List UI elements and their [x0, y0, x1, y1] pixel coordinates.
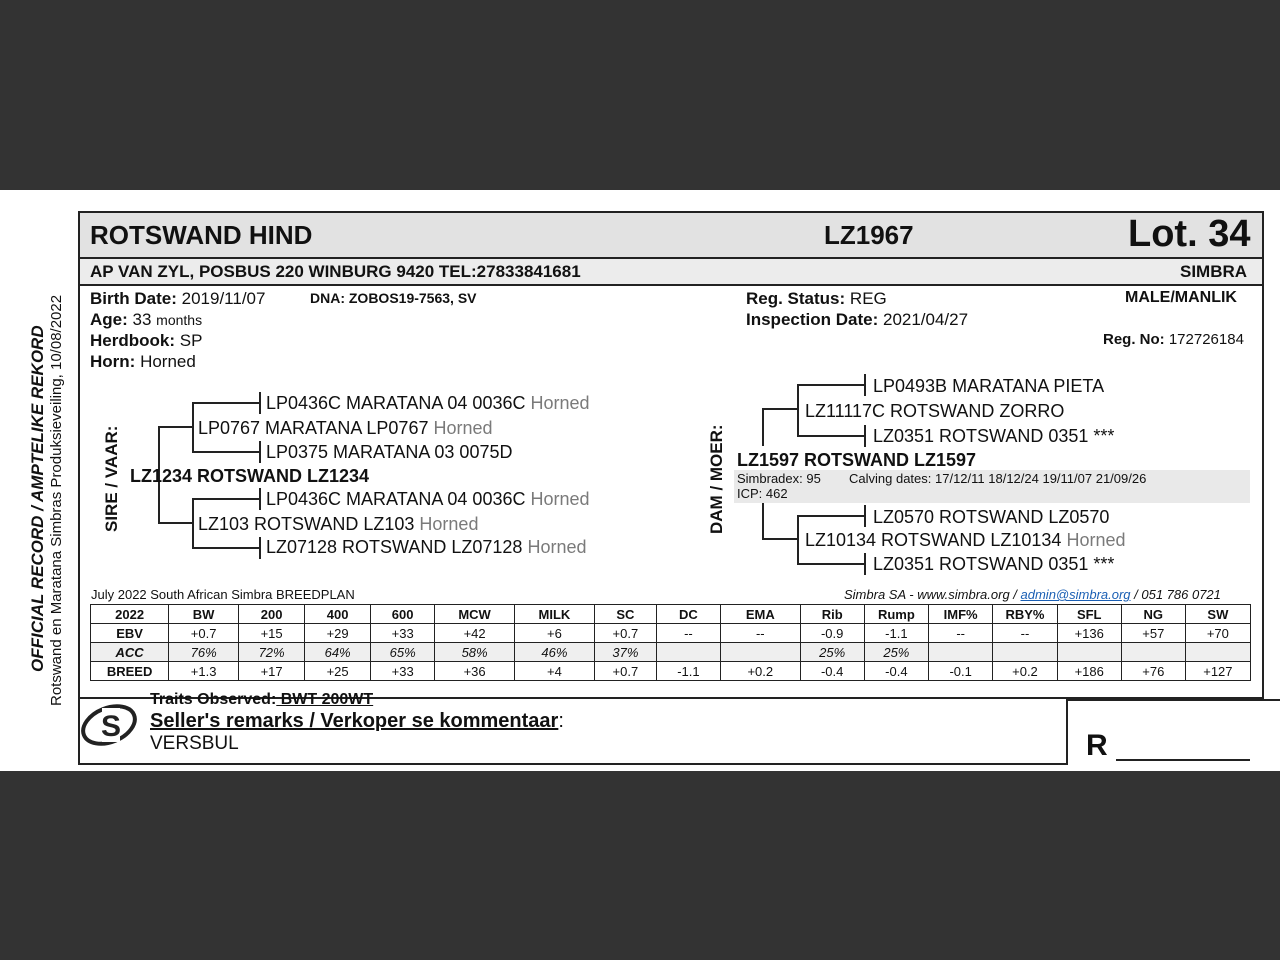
dam-sd-tick — [864, 425, 866, 447]
sire-dd-tick — [259, 537, 261, 559]
calving-dates: Calving dates: 17/12/11 18/12/24 19/11/07 21/09/26 — [849, 471, 1147, 486]
dam-dam-sire: LZ0570 ROTSWAND LZ0570 — [873, 507, 1110, 527]
sire-dd-line — [192, 547, 260, 549]
sire-sd-line — [192, 451, 260, 453]
sire-ds-line — [192, 498, 260, 500]
ebv-cell: +33 — [371, 624, 435, 643]
ebv-cell — [1057, 643, 1121, 662]
ebv-cell: +186 — [1057, 662, 1121, 681]
sire-s-bracket — [192, 402, 194, 452]
ebv-header-1: BW — [169, 605, 239, 624]
birth-date: Birth Date: 2019/11/07 — [90, 289, 266, 308]
ebv-cell: +17 — [239, 662, 305, 681]
ebv-header-6: MILK — [515, 605, 595, 624]
ebv-header-14: SFL — [1057, 605, 1121, 624]
dam-s-bracket — [797, 384, 799, 436]
lot-number: Lot. 34 — [1128, 213, 1251, 255]
dam-sire: LZ11117C ROTSWAND ZORRO — [805, 401, 1065, 421]
ebv-header-11: Rump — [864, 605, 928, 624]
sex-label: MALE/MANLIK — [1125, 289, 1237, 306]
animal-id: LZ1967 — [824, 220, 914, 250]
remarks-label: Seller's remarks / Verkoper se kommentaar: — [150, 710, 564, 732]
dam-ds-tick — [864, 505, 866, 527]
ebv-cell: +0.7 — [594, 662, 656, 681]
ebv-header-7: SC — [594, 605, 656, 624]
ebv-header-8: DC — [656, 605, 720, 624]
ebv-cell: -- — [993, 624, 1057, 643]
ebv-cell: ACC — [91, 643, 169, 662]
ebv-header-2: 200 — [239, 605, 305, 624]
ebv-header-4: 600 — [371, 605, 435, 624]
remarks-value: VERSBUL — [150, 733, 239, 754]
ebv-cell: +76 — [1121, 662, 1185, 681]
ebv-cell: -0.1 — [929, 662, 993, 681]
simbradex: Simbradex: 95 — [737, 471, 821, 486]
ebv-cell: +70 — [1185, 624, 1250, 643]
ebv-cell: -- — [656, 624, 720, 643]
ebv-cell: 65% — [371, 643, 435, 662]
sire-sire-dam: LP0375 MARATANA 03 0075D — [266, 442, 513, 462]
ebv-cell: +42 — [435, 624, 515, 643]
sire-ds-tick — [259, 488, 261, 510]
sire-bracket-top — [158, 426, 192, 428]
price-input-line[interactable] — [1116, 759, 1250, 761]
ebv-header-16: SW — [1185, 605, 1250, 624]
ebv-cell: -0.9 — [800, 624, 864, 643]
ebv-cell: 46% — [515, 643, 595, 662]
breedplan-contact: Simbra SA - www.simbra.org / admin@simbra.org / 051 786 0721 — [844, 587, 1221, 602]
ebv-cell: +4 — [515, 662, 595, 681]
ebv-cell: +136 — [1057, 624, 1121, 643]
ebv-cell: 72% — [239, 643, 305, 662]
ebv-cell: +1.3 — [169, 662, 239, 681]
ebv-header-3: 400 — [305, 605, 371, 624]
ebv-row — [91, 662, 1251, 681]
traits-observed: Traits Observed: BWT 200WT — [150, 691, 374, 708]
sire-sire-sire: LP0436C MARATANA 04 0036C Horned — [266, 393, 590, 413]
ebv-header-12: IMF% — [929, 605, 993, 624]
ebv-cell: BREED — [91, 662, 169, 681]
inspection-date: Inspection Date: 2021/04/27 — [746, 310, 969, 329]
ebv-cell: +33 — [371, 662, 435, 681]
ebv-cell: 25% — [864, 643, 928, 662]
ebv-row — [91, 624, 1251, 643]
dam-dd-line — [797, 563, 865, 565]
dam-label: DAM / MOER: — [707, 424, 726, 534]
dam-sd-line — [797, 435, 865, 437]
horn-status: Horn: Horned — [90, 352, 196, 371]
dam-d-bracket — [797, 515, 799, 565]
ebv-cell — [929, 643, 993, 662]
ebv-cell: -1.1 — [864, 624, 928, 643]
ebv-header-5: MCW — [435, 605, 515, 624]
ebv-cell — [1185, 643, 1250, 662]
ebv-cell — [1121, 643, 1185, 662]
ebv-table — [90, 604, 1251, 681]
ebv-cell: 76% — [169, 643, 239, 662]
price-prefix: R — [1086, 729, 1108, 762]
registration-number: Reg. No: 172726184 — [1103, 331, 1244, 348]
dam-ss-line — [797, 384, 865, 386]
sire-sd-tick — [259, 441, 261, 463]
dna-info: DNA: ZOBOS19-7563, SV — [310, 290, 477, 306]
simbra-logo-icon — [78, 698, 144, 750]
ebv-cell: EBV — [91, 624, 169, 643]
ebv-cell: +0.2 — [993, 662, 1057, 681]
ebv-cell — [720, 643, 800, 662]
official-record-label: OFFICIAL RECORD / AMPTELIKE REKORD — [28, 325, 47, 672]
ebv-cell: +29 — [305, 624, 371, 643]
ebv-header-0: 2022 — [91, 605, 169, 624]
dam-sire-dam: LZ0351 ROTSWAND 0351 *** — [873, 426, 1115, 446]
sire-d-bracket — [192, 498, 194, 548]
sire-dam-sire: LP0436C MARATANA 04 0036C Horned — [266, 489, 590, 509]
ebv-header-13: RBY% — [993, 605, 1057, 624]
dam-dam-dam: LZ0351 ROTSWAND 0351 *** — [873, 554, 1115, 574]
ebv-cell: +6 — [515, 624, 595, 643]
sire-dam: LZ103 ROTSWAND LZ103 Horned — [198, 514, 479, 534]
ebv-header-9: EMA — [720, 605, 800, 624]
ebv-cell: -0.4 — [864, 662, 928, 681]
ebv-cell — [656, 643, 720, 662]
herdbook: Herdbook: SP — [90, 331, 203, 350]
ebv-cell: 25% — [800, 643, 864, 662]
ebv-header-10: Rib — [800, 605, 864, 624]
ebv-cell: +0.2 — [720, 662, 800, 681]
ebv-cell — [993, 643, 1057, 662]
dam-s-line — [762, 408, 798, 410]
dam-d-line — [762, 538, 798, 540]
ebv-cell: -- — [720, 624, 800, 643]
sale-name-label: Rotswand en Maratana Simbras Produksieveiling, 10/08/2022 — [48, 294, 65, 706]
ebv-cell: 64% — [305, 643, 371, 662]
breed-label: SIMBRA — [1180, 262, 1248, 281]
dam-dd-tick — [864, 553, 866, 575]
sire-sire: LP0767 MARATANA LP0767 Horned — [198, 418, 493, 438]
breedplan-label: July 2022 South African Simbra BREEDPLAN — [91, 587, 355, 602]
ebv-cell: -0.4 — [800, 662, 864, 681]
icp: ICP: 462 — [737, 486, 788, 501]
ebv-cell: +36 — [435, 662, 515, 681]
ebv-cell: +0.7 — [594, 624, 656, 643]
ebv-row — [91, 643, 1251, 662]
ebv-cell: -- — [929, 624, 993, 643]
ebv-cell: +0.7 — [169, 624, 239, 643]
ebv-header-15: NG — [1121, 605, 1185, 624]
ebv-cell: -1.1 — [656, 662, 720, 681]
ebv-cell: +127 — [1185, 662, 1250, 681]
svg-text:S: S — [100, 710, 122, 743]
sire-ss-line — [192, 402, 260, 404]
dam-lower-bracket — [762, 503, 764, 539]
ebv-cell: 37% — [594, 643, 656, 662]
ebv-cell: +25 — [305, 662, 371, 681]
sire-name: LZ1234 ROTSWAND LZ1234 — [130, 466, 370, 486]
sire-dam-dam: LZ07128 ROTSWAND LZ07128 Horned — [266, 537, 587, 557]
dam-dam: LZ10134 ROTSWAND LZ10134 Horned — [805, 530, 1126, 550]
owner-info: AP VAN ZYL, POSBUS 220 WINBURG 9420 TEL:27833841681 — [90, 262, 581, 281]
ebv-cell: +15 — [239, 624, 305, 643]
sire-bracket-bottom — [158, 522, 192, 524]
animal-name: ROTSWAND HIND — [90, 220, 313, 250]
age: Age: 33 months — [90, 310, 203, 329]
dam-ss-tick — [864, 374, 866, 396]
reg-status: Reg. Status: REG — [746, 289, 887, 308]
dam-sire-sire: LP0493B MARATANA PIETA — [873, 376, 1105, 396]
email-link[interactable]: admin@simbra.org — [1020, 587, 1131, 602]
dam-ds-line — [797, 515, 865, 517]
ebv-cell: 58% — [435, 643, 515, 662]
dam-upper-bracket — [762, 408, 764, 446]
sire-ss-tick — [259, 392, 261, 414]
sire-label: SIRE / VAAR: — [102, 425, 121, 532]
dam-name: LZ1597 ROTSWAND LZ1597 — [737, 450, 977, 470]
ebv-cell: +57 — [1121, 624, 1185, 643]
